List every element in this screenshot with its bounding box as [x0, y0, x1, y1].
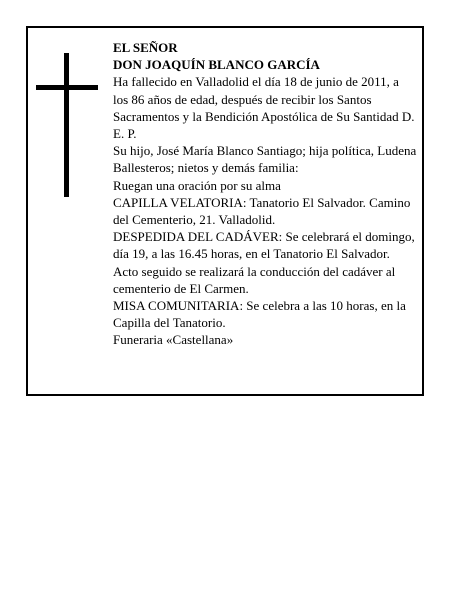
- cross-horizontal-bar: [36, 85, 98, 90]
- deceased-name: DON JOAQUÍN BLANCO GARCÍA: [113, 57, 320, 73]
- cross-icon: [36, 53, 98, 197]
- wake-chapel-info: CAPILLA VELATORIA: Tanatorio El Salvador. Camino del Cementerio, 21. Valladolid.: [113, 194, 411, 228]
- family-list: Su hijo, José María Blanco Santiago; hija política, Ludena Ballesteros; nietos y demás familia:: [113, 143, 417, 176]
- funeral-home: Funeraria «Castellana»: [113, 332, 234, 348]
- obituary-text: [113, 39, 417, 349]
- mass-info: MISA COMUNITARIA: Se celebra a las 10 horas, en la Capilla del Tanatorio.: [113, 298, 406, 331]
- prayer-request: Ruegan una oración por su alma: [113, 177, 281, 193]
- death-announcement: Ha fallecido en Valladolid el día 18 de junio de 2011, a los 86 años de edad, después de recibir los Santos Sacramentos y la Bendición Apostólica de Su Santidad D. E. P.: [113, 74, 415, 142]
- cross-vertical-bar: [64, 53, 69, 197]
- farewell-info: DESPEDIDA DEL CADÁVER: Se celebrará el domingo, día 19, a las 16.45 horas, en el Tanatorio El Salvador. Acto seguido se realizará la conducción del cadáver al cementerio de El Carmen.: [113, 229, 415, 296]
- notice-title-line-1: EL SEÑOR: [113, 40, 178, 55]
